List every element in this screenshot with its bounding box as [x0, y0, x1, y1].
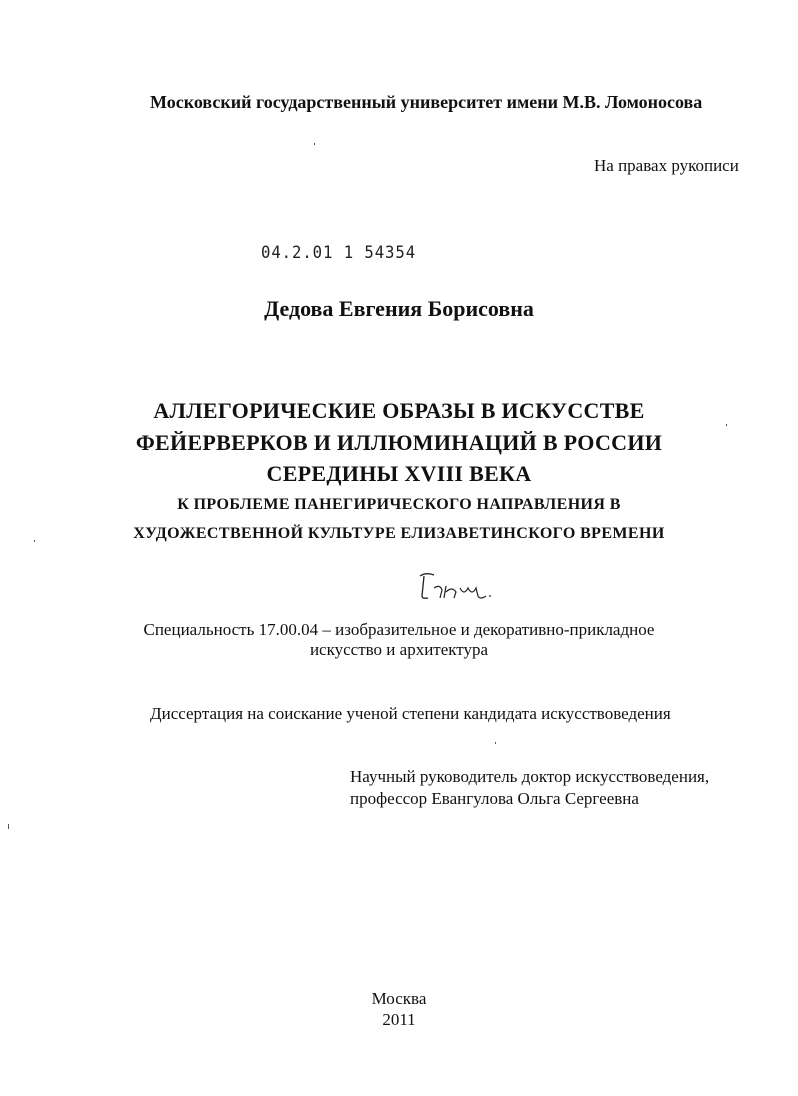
supervisor-line-1: Научный руководитель доктор искусствоведения,	[350, 767, 710, 786]
specialty-line-1: Специальность 17.00.04 – изобразительное и декоративно-прикладное	[143, 620, 655, 639]
year: 2011	[382, 1010, 416, 1029]
title-line-2: ФЕЙЕРВЕРКОВ И ИЛЛЮМИНАЦИЙ В РОССИИ	[135, 430, 663, 455]
stamp-number: 04.2.01 1 54354	[261, 243, 417, 263]
specialty-line-2: искусство и архитектура	[309, 640, 489, 659]
scan-speck	[34, 540, 35, 542]
scan-speck	[8, 824, 9, 829]
author-name: Дедова Евгения Борисовна	[264, 296, 534, 321]
university-name: Московский государственный университет имени М.В. Ломоносова	[150, 92, 703, 112]
supervisor-line-2: профессор Евангулова Ольга Сергеевна	[350, 789, 639, 808]
city: Москва	[371, 989, 427, 1008]
dissertation-note: Диссертация на соискание ученой степени кандидата искусствоведения	[150, 704, 671, 723]
title-line-3: СЕРЕДИНЫ XVIII ВЕКА	[266, 461, 532, 486]
rights-note: На правах рукописи	[594, 156, 739, 175]
subtitle-line-2: ХУДОЖЕСТВЕННОЙ КУЛЬТУРЕ ЕЛИЗАВЕТИНСКОГО ВРЕМЕНИ	[133, 525, 665, 542]
scan-speck	[726, 424, 727, 426]
scan-speck	[495, 742, 496, 744]
subtitle-line-1: К ПРОБЛЕМЕ ПАНЕГИРИЧЕСКОГО НАПРАВЛЕНИЯ В	[177, 496, 621, 513]
handwritten-signature	[412, 566, 502, 606]
title-line-1: АЛЛЕГОРИЧЕСКИЕ ОБРАЗЫ В ИСКУССТВЕ	[153, 398, 645, 423]
scan-speck	[314, 143, 315, 145]
